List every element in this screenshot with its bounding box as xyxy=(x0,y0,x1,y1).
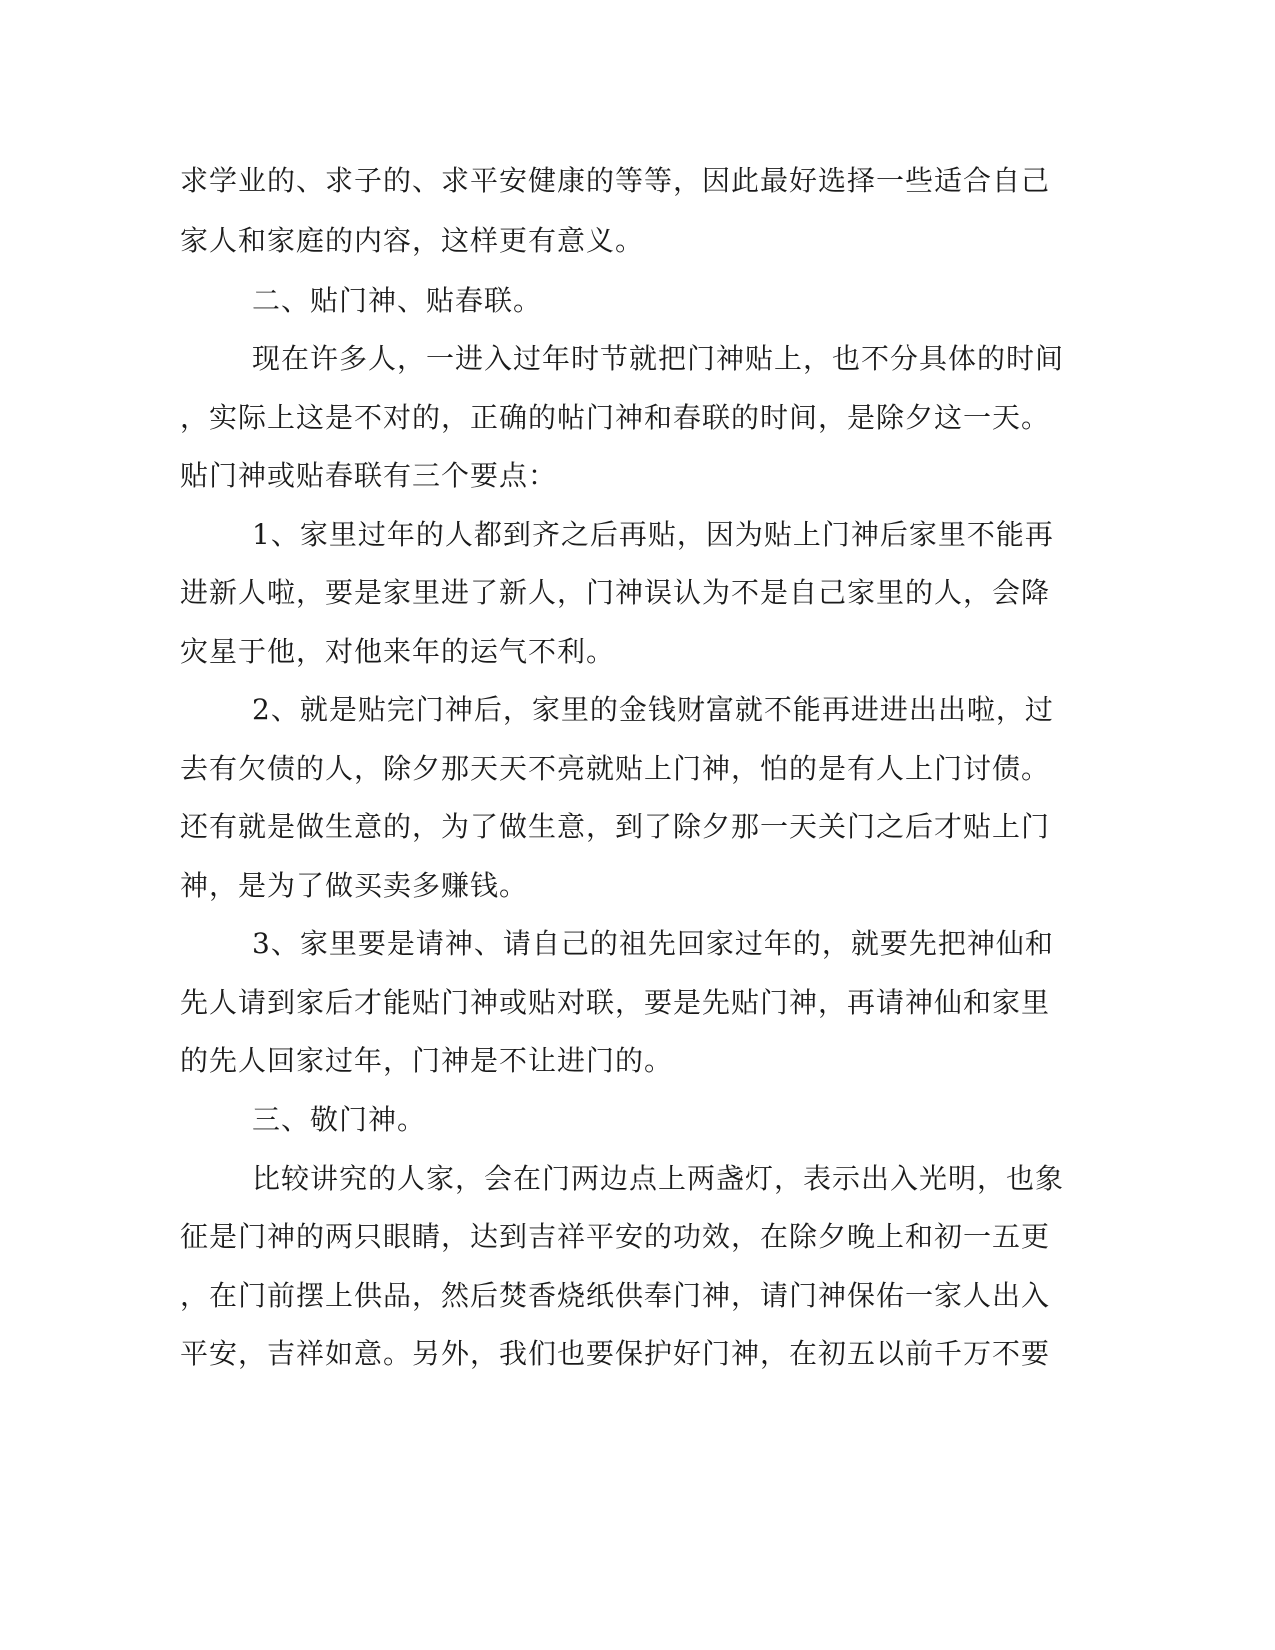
text-line: 征是门神的两只眼睛，达到吉祥平安的功效，在除夕晚上和初一五更 xyxy=(180,1220,1051,1253)
text-line: 求学业的、求子的、求平安健康的等等，因此最好选择一些适合自己 xyxy=(180,164,1051,197)
text-line: 2、就是贴完门神后，家里的金钱财富就不能再进进出出啦，过 xyxy=(252,693,1054,726)
text-line: 进新人啦，要是家里进了新人，门神误认为不是自己家里的人，会降 xyxy=(180,576,1051,609)
text-line: 先人请到家后才能贴门神或贴对联，要是先贴门神，再请神仙和家里 xyxy=(180,986,1051,1019)
text-line: ，实际上这是不对的，正确的帖门神和春联的时间，是除夕这一天。 xyxy=(180,401,1051,434)
text-line: 神，是为了做买卖多赚钱。 xyxy=(180,869,529,902)
text-line: 家人和家庭的内容，这样更有意义。 xyxy=(180,224,645,257)
text-line: 1、家里过年的人都到齐之后再贴，因为贴上门神后家里不能再 xyxy=(252,518,1054,551)
text-line: 平安，吉祥如意。另外，我们也要保护好门神，在初五以前千万不要 xyxy=(180,1337,1051,1370)
text-line: 比较讲究的人家，会在门两边点上两盏灯，表示出入光明，也象 xyxy=(252,1162,1065,1195)
text-line: 灾星于他，对他来年的运气不利。 xyxy=(180,635,616,668)
text-line: 还有就是做生意的，为了做生意，到了除夕那一天关门之后才贴上门 xyxy=(180,810,1051,843)
text-line: 去有欠债的人，除夕那天天不亮就贴上门神，怕的是有人上门讨债。 xyxy=(180,752,1051,785)
text-line: 的先人回家过年，门神是不让进门的。 xyxy=(180,1044,674,1077)
text-line: 贴门神或贴春联有三个要点： xyxy=(180,459,558,492)
text-line: ，在门前摆上供品，然后焚香烧纸供奉门神，请门神保佑一家人出入 xyxy=(180,1279,1051,1312)
section-heading: 二、贴门神、贴春联。 xyxy=(252,284,543,317)
section-heading: 三、敬门神。 xyxy=(252,1103,427,1136)
text-line: 现在许多人，一进入过年时节就把门神贴上，也不分具体的时间 xyxy=(252,342,1065,375)
text-line: 3、家里要是请神、请自己的祖先回家过年的，就要先把神仙和 xyxy=(252,927,1054,960)
